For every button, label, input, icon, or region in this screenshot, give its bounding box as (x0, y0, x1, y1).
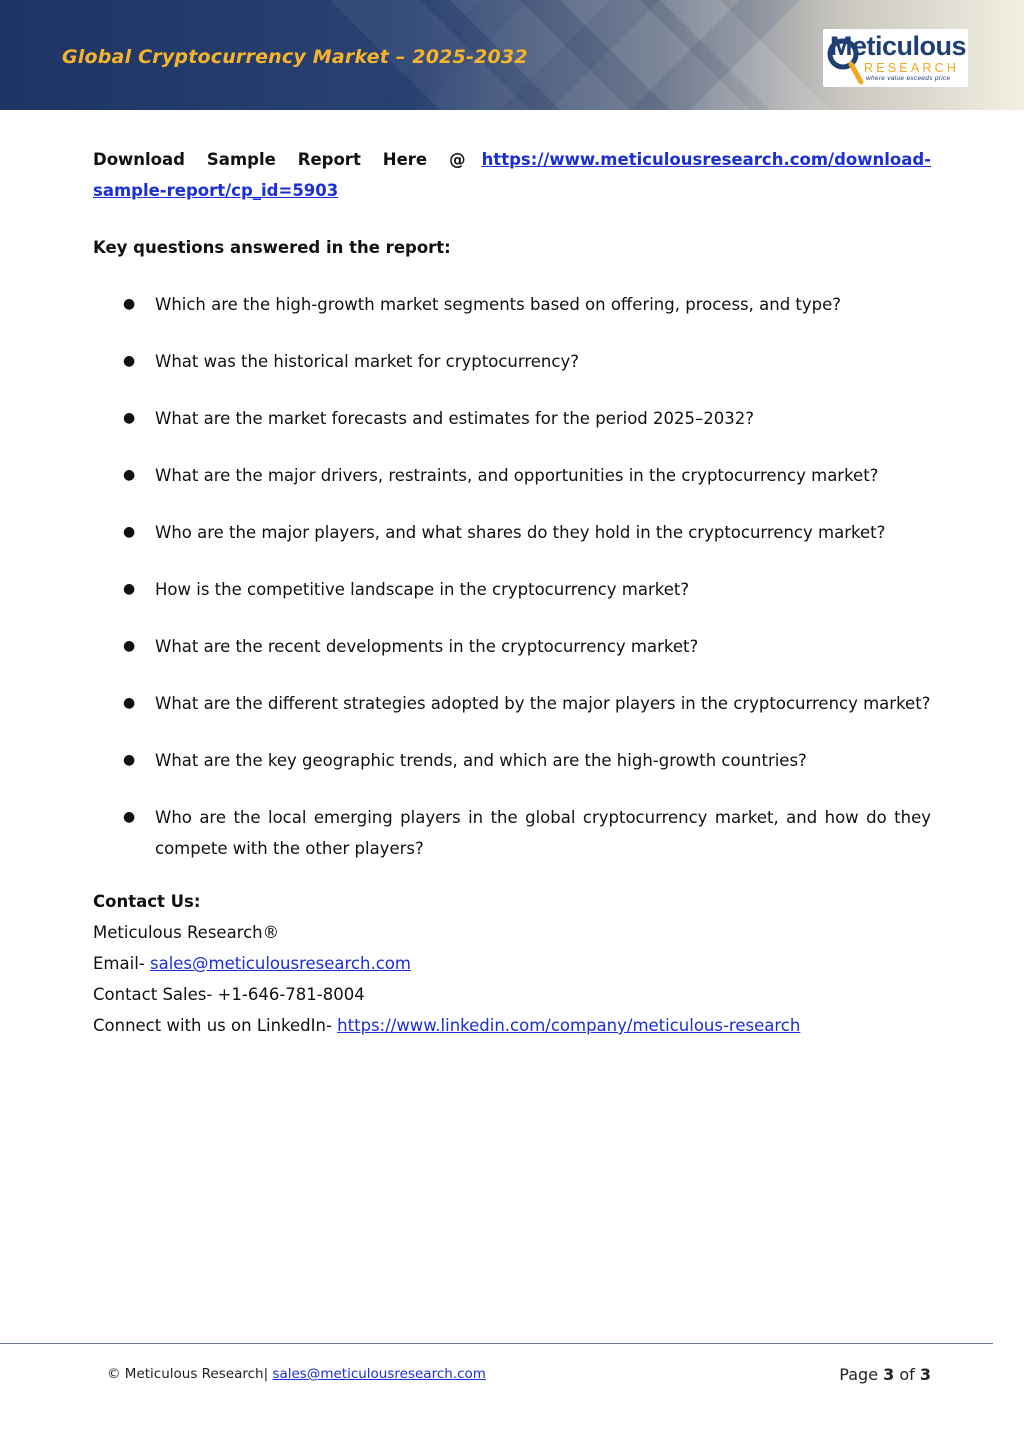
question-text: What was the historical market for cryptocurrency? (155, 352, 579, 371)
list-item (93, 460, 931, 491)
list-item (93, 403, 931, 434)
download-sample-link[interactable]: https://www.meticulousresearch.com/download-sample-report/cp_id=5903 (93, 150, 931, 200)
header-banner (0, 0, 1024, 110)
email-line (93, 948, 931, 979)
document-title: Global Cryptocurrency Market – 2025-2032 (62, 46, 528, 68)
page-label: Page (839, 1365, 884, 1384)
footer-copyright (107, 1366, 486, 1382)
page-of: of (894, 1365, 920, 1384)
copyright-text: © Meticulous Research| (107, 1366, 273, 1382)
list-item (93, 517, 931, 548)
question-text: Who are the local emerging players in the global cryptocurrency market, and how do they compete with the other players? (155, 808, 931, 858)
bullet-icon: ● (123, 467, 136, 483)
email-link[interactable]: sales@meticulousresearch.com (149, 954, 411, 973)
linkedin-label: Connect with us on LinkedIn- (93, 1016, 338, 1035)
report-body (93, 144, 931, 1041)
question-text: What are the different strategies adopted by the major players in the cryptocurrency market? (155, 694, 931, 713)
list-item (93, 289, 931, 320)
logo-tagline: where value exceeds price (866, 75, 951, 82)
bullet-icon: ● (123, 353, 136, 369)
question-text: What are the market forecasts and estimates for the period 2025–2032? (155, 409, 755, 428)
page-number (839, 1365, 931, 1384)
bullet-icon: ● (123, 524, 136, 540)
logo-name: Meticulous (830, 31, 967, 61)
bullet-icon: ● (123, 410, 136, 426)
question-text: How is the competitive landscape in the cryptocurrency market? (155, 580, 690, 599)
footer-email-link[interactable]: sales@meticulousresearch.com (272, 1366, 486, 1382)
contact-sales: Contact Sales- +1-646-781-8004 (93, 985, 365, 1004)
list-item (93, 745, 931, 776)
bullet-icon: ● (123, 638, 136, 654)
question-text: What are the major drivers, restraints, and opportunities in the cryptocurrency market? (155, 466, 879, 485)
contact-section (93, 886, 931, 1041)
key-questions-list (93, 289, 931, 864)
list-item (93, 346, 931, 377)
company-logo (823, 29, 968, 87)
bullet-icon: ● (123, 695, 136, 711)
question-text: Who are the major players, and what shares do they hold in the cryptocurrency market? (155, 523, 886, 542)
download-label: Download Sample Report Here @ (93, 150, 466, 169)
logo-subtitle: RESEARCH (864, 61, 960, 75)
download-sample-paragraph (93, 144, 931, 206)
page-total: 3 (919, 1365, 931, 1384)
footer-divider (0, 1343, 993, 1344)
question-text: What are the key geographic trends, and which are the high-growth countries? (155, 751, 807, 770)
key-questions-heading: Key questions answered in the report: (93, 238, 451, 257)
company-name: Meticulous Research® (93, 923, 280, 942)
linkedin-link[interactable]: https://www.linkedin.com/company/meticulous-research (337, 1016, 801, 1035)
page-current: 3 (883, 1365, 895, 1384)
bullet-icon: ● (123, 752, 136, 768)
bullet-icon: ● (123, 581, 136, 597)
list-item (93, 574, 931, 605)
question-text: Which are the high-growth market segments based on offering, process, and type? (155, 295, 842, 314)
question-text: What are the recent developments in the cryptocurrency market? (155, 637, 699, 656)
list-item (93, 802, 931, 864)
bullet-icon: ● (123, 296, 136, 312)
email-label: Email- (93, 954, 150, 973)
bullet-icon: ● (123, 809, 136, 825)
contact-heading: Contact Us: (93, 892, 201, 911)
list-item (93, 688, 931, 719)
linkedin-line (93, 1010, 931, 1041)
list-item (93, 631, 931, 662)
